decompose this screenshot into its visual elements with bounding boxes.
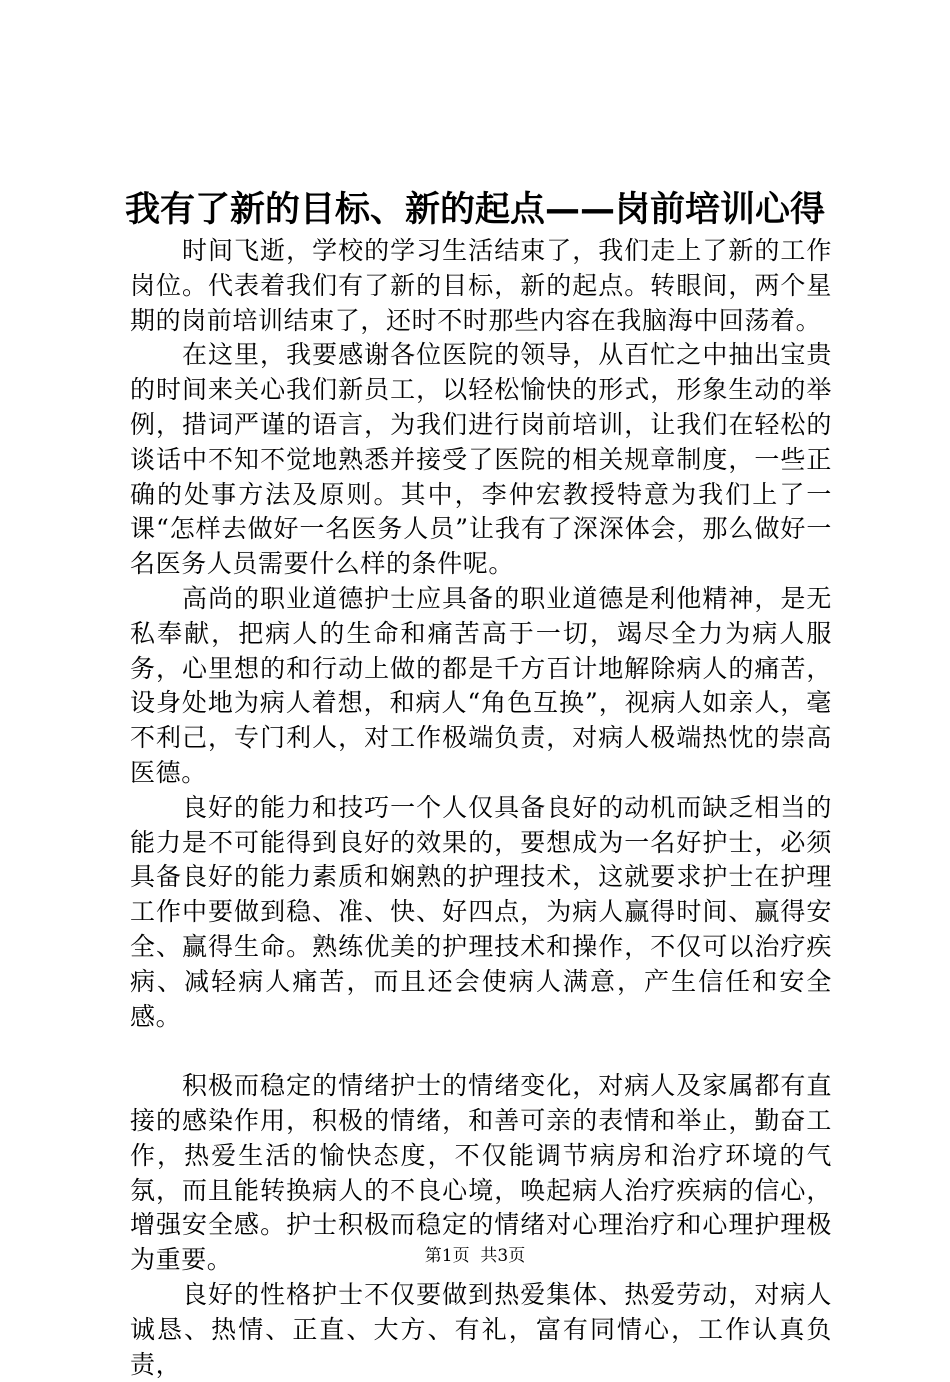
paragraph: 积极而稳定的情绪护士的情绪变化，对病人及家属都有直接的感染作用，积极的情绪，和善可亲的表情和举止，勤奋工作，热爱生活的愉快态度，不仅能调节病房和治疗环境的气氛，而且能转换病人的不良心境，唤起病人治疗疾病的信心，增强安全感。护士积极而稳定的情绪对心理治疗和心理护理极为重要。 <box>130 1071 832 1275</box>
document-body <box>130 234 832 1382</box>
page-footer <box>0 1244 950 1268</box>
page-number: 第1页 共3页 <box>424 1246 526 1266</box>
paragraph: 良好的能力和技巧一个人仅具备良好的动机而缺乏相当的能力是不可能得到良好的效果的，要想成为一名好护士，必须具备良好的能力素质和娴熟的护理技术，这就要求护士在护理工作中要做到稳、准、快、好四点，为病人赢得时间、赢得安全、赢得生命。熟练优美的护理技术和操作，不仅可以治疗疾病、减轻病人痛苦，而且还会使病人满意，产生信任和安全感。 <box>130 792 832 1031</box>
paragraph: 在这里，我要感谢各位医院的领导，从百忙之中抽出宝贵的时间来关心我们新员工，以轻松愉快的形式，形象生动的举例，措词严谨的语言，为我们进行岗前培训，让我们在轻松的谈话中不知不觉地熟悉并接受了医院的相关规章制度，一些正确的处事方法及原则。其中，李仲宏教授特意为我们上了一课“怎样去做好一名医务人员”让我有了深深体会，那么做好一名医务人员需要什么样的条件呢。 <box>130 340 832 579</box>
document-title: 我有了新的目标、新的起点——岗前培训心得 <box>124 190 825 230</box>
paragraph: 高尚的职业道德护士应具备的职业道德是利他精神，是无私奉献，把病人的生命和痛苦高于一切，竭尽全力为病人服务，心里想的和行动上做的都是千方百计地解除病人的痛苦，设身处地为病人着想，和病人“角色互换”，视病人如亲人，毫不利己，专门利人，对工作极端负责，对病人极端热忱的崇高医德。 <box>130 583 832 787</box>
paragraph-gap <box>130 1034 832 1069</box>
paragraph: 时间飞逝，学校的学习生活结束了，我们走上了新的工作岗位。代表着我们有了新的目标，新的起点。转眼间，两个星期的岗前培训结束了，还时不时那些内容在我脑海中回荡着。 <box>130 236 832 335</box>
paragraph: 良好的性格护士不仅要做到热爱集体、热爱劳动，对病人诚恳、热情、正直、大方、有礼，富有同情心，工作认真负责， <box>130 1279 832 1379</box>
